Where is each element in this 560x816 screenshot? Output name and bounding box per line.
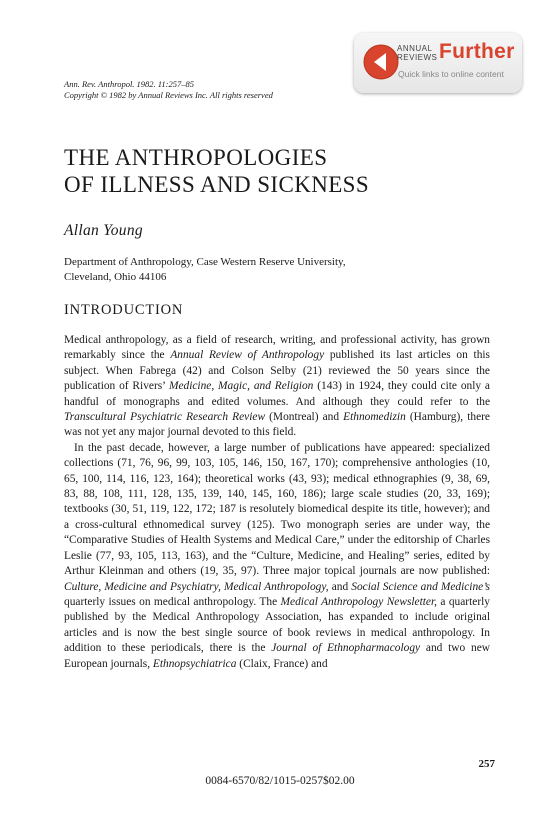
italic-run: Ethnomedizin (343, 411, 406, 424)
text-run: (Hamburg), there was not yet any major journal devoted to this field. (64, 411, 490, 439)
text-run: Medical anthropology, as a field of research, writing, and professional activity, has grown remarkably since the (64, 334, 490, 362)
citation-line: Ann. Rev. Anthropol. 1982. 11:257–85 (64, 79, 195, 89)
author-name: Allan Young (64, 222, 143, 239)
article-title (64, 144, 369, 198)
banner-subtitle: Quick links to online content (398, 69, 504, 79)
annual-reviews-further-banner[interactable] (354, 33, 522, 93)
text-run: a quarterly published by the Medical Anthropology Association, has expanded to include original articles and is now the best single source of book reviews in medical anthropology. In addition to these periodicals, there is the (64, 595, 490, 655)
banner-further-text: Further (439, 40, 515, 63)
italic-run: Journal of Ethnopharmacology (271, 642, 421, 655)
banner-annual-reviews-label (397, 44, 437, 62)
title-line-1: THE ANTHROPOLOGIES (64, 145, 328, 170)
banner-reviews-text: REVIEWS (397, 53, 438, 62)
italic-run: Medical Anthropology Newsletter, (280, 595, 437, 608)
article-body (64, 333, 490, 672)
title-line-2: OF ILLNESS AND SICKNESS (64, 172, 370, 197)
text-run: (Montreal) and (265, 411, 344, 424)
affiliation-line-2: Cleveland, Ohio 44106 (64, 270, 167, 283)
copyright-line: Copyright © 1982 by Annual Reviews Inc. All rights reserved (64, 90, 273, 100)
page-number: 257 (478, 758, 495, 770)
text-run: and two new European journals, (64, 642, 490, 670)
italic-run: Medicine, Magic, and Religion (168, 380, 314, 393)
banner-annual-text: ANNUAL (397, 44, 433, 53)
text-run: and (328, 580, 352, 593)
paragraph-1 (64, 333, 490, 441)
italic-run: Social Science and Medicine’s (351, 580, 490, 593)
section-heading: INTRODUCTION (64, 302, 184, 318)
text-run: (Claix, France) and (236, 657, 328, 670)
italic-run: Transcultural Psychiatric Research Review (64, 411, 266, 424)
italic-run: Annual Review of Anthropology (170, 349, 325, 362)
author-affiliation (64, 255, 346, 284)
citation-block (64, 79, 273, 101)
text-run: In the past decade, however, a large number of publications have appeared: specialized collections (71, 76, 96, 99, 103, 105, 146, 150, 167, 170); comprehensive anthologies (10, 65, 100, 114, 116, 123, 164); theoretical works (43, 93); medical ethnographies (9, 38, 69, 83, 88, 108, 111, 128, 135, 139, 140, 145, 160, 186); large scale studies (20, 33, 169); textbooks (30, 51, 119, 122, 172; 187 is resolutely biomedical despite its title, however); and a cross-cultural ethnomedical survey (125). Two monograph series are under way, the “Comparative Studies of Health Systems and Medical Care,” under the editorship of Charles Leslie (77, 93, 105, 113, 163), and the “Culture, Medicine, and Healing” series, edited by Arthur Kleinman and others (19, 35, 97). Three major topical journals are now published: (64, 441, 490, 578)
footer-code: 0084-6570/82/1015-0257$02.00 (205, 775, 355, 787)
text-run: quarterly issues on medical anthropology. The (64, 595, 281, 608)
further-logo-icon (361, 42, 401, 82)
italic-run: Ethnopsychiatrica (152, 657, 237, 670)
text-run: (143) in 1924, they could cite only a handful of monographs and edited volumes. And although they could refer to the (64, 380, 490, 408)
text-run: published its last articles on this subject. When Fabrega (42) and Colson Selby (21) reviewed the 50 years since the publication of Rivers’ (64, 349, 490, 393)
paragraph-2 (64, 441, 490, 672)
italic-run: Culture, Medicine and Psychiatry, Medical Anthropology, (64, 580, 329, 593)
affiliation-line-1: Department of Anthropology, Case Western Reserve University, (64, 256, 346, 268)
